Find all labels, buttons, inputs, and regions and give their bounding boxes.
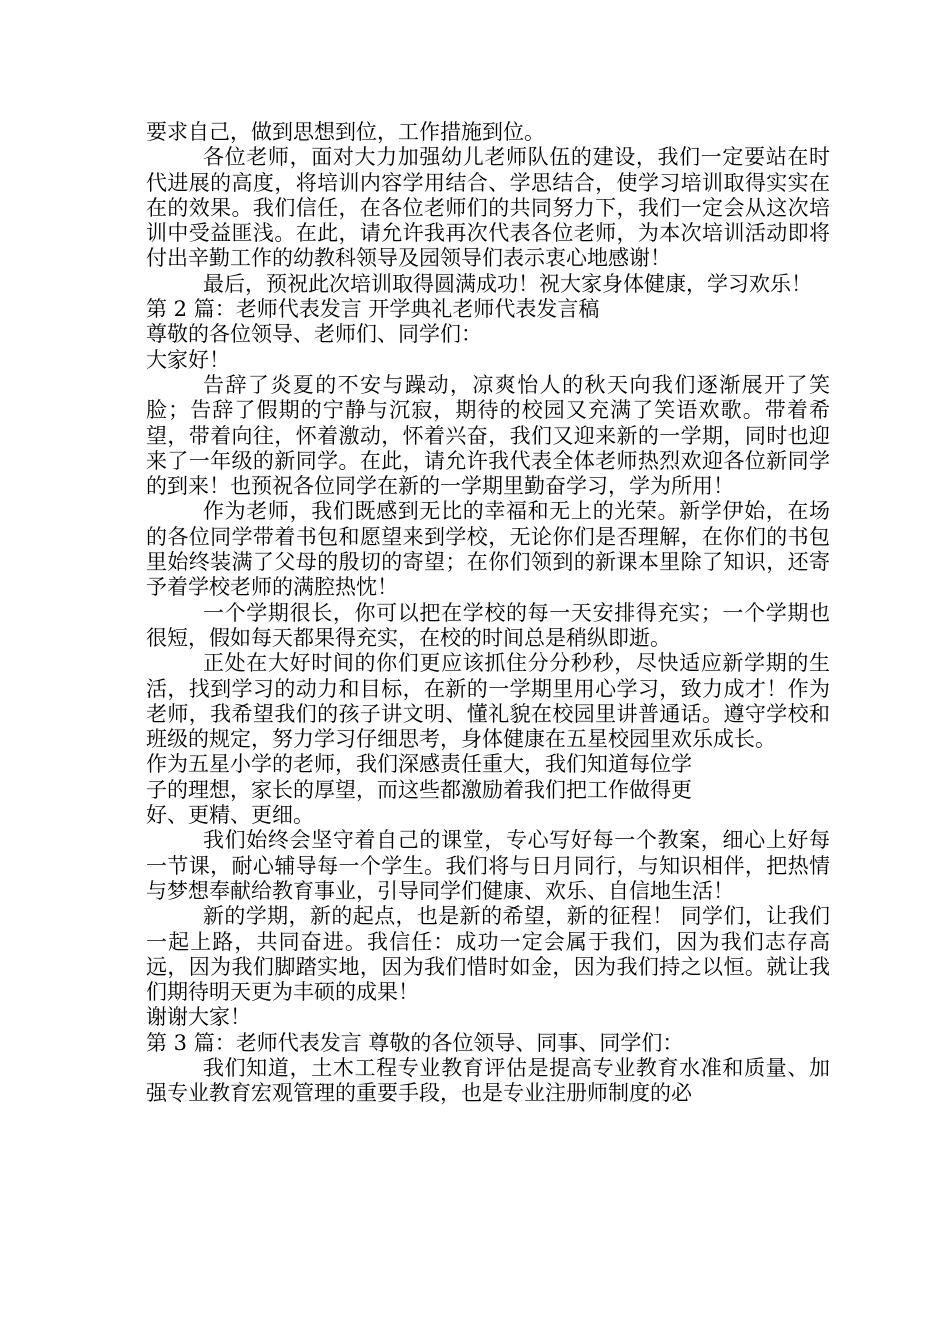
section-heading-2: 第 2 篇：老师代表发言 开学典礼老师代表发言稿 <box>146 297 600 322</box>
paragraph-seize-time: 正处在大好时间的你们更应该抓住分分秒秒，尽快适应新学期的生活，找到学习的动力和目标，在新的一学期里用心学习，致力成才！作为老师，我希望我们的孩子讲文明、懂礼貌在校园里讲普通话。遵守学校和班级的规定，努力学习仔细思考，身体健康在五星校园里欢乐成长。 <box>146 651 830 752</box>
paragraph-autumn: 告辞了炎夏的不安与躁动，凉爽怡人的秋天向我们逐渐展开了笑脸；告辞了假期的宁静与沉寂，期待的校园又充满了笑语欢歌。带着希望，带着向往，怀着激动，怀着兴奋，我们又迎来新的一学期，同时也迎来了一年级的新同学。在此，请允许我代表全体老师热烈欢迎各位新同学的到来！也预祝各位同学在新的一学期里勤奋学习，学为所用！ <box>146 372 830 499</box>
greeting: 大家好！ <box>146 347 230 372</box>
thanks-line: 谢谢大家！ <box>146 1005 251 1030</box>
paragraph-continuation: 要求自己，做到思想到位，工作措施到位。 <box>146 120 545 144</box>
paragraph-semester: 一个学期很长，你可以把在学校的每一天安排得充实；一个学期也很短，假如每天都果得充实，在校的时间总是稍纵即逝。 <box>146 600 830 650</box>
paragraph-civil-engineering: 我们知道，土木工程专业教育评估是提高专业教育水准和质量、加强专业教育宏观管理的重要手段，也是专业注册师制度的必 <box>146 1055 830 1106</box>
paragraph-responsibility-line-1: 作为五星小学的老师，我们深感责任重大，我们知道每位学 <box>146 752 692 777</box>
paragraph-classroom: 我们始终会坚守着自己的课堂，专心写好每一个教案，细心上好每一节课，耐心辅导每一个学生。我们将与日月同行，与知识相伴，把热情与梦想奉献给教育事业，引导同学们健康、欢乐、自信地生活！ <box>146 828 830 903</box>
salutation: 尊敬的各位领导、老师们、同学们： <box>146 322 482 347</box>
paragraph-teachers-honor: 作为老师，我们既感到无比的幸福和无上的光荣。新学伊始，在场的各位同学带着书包和愿望来到学校，无论你们是否理解，在你们的书包里始终装满了父母的殷切的寄望；在你们领到的新课本里除了知识，还寄予着学校老师的满腔热忱！ <box>146 499 830 600</box>
paragraph-closing-wish: 最后，预祝此次培训取得圆满成功！祝大家身体健康，学习欢乐！ <box>203 271 812 296</box>
document-page <box>146 120 830 1107</box>
paragraph-responsibility-line-2: 子的理想，家长的厚望，而这些都激励着我们把工作做得更 <box>146 777 692 802</box>
section-heading-3: 第 3 篇：老师代表发言 尊敬的各位领导、同事、同学们： <box>146 1030 684 1055</box>
paragraph-training-effect: 各位老师，面对大力加强幼儿老师队伍的建设，我们一定要站在时代进展的高度，将培训内容学用结合、学思结合，使学习培训取得实实在在的效果。我们信任，在各位老师们的共同努力下，我们一定会从这次培训中受益匪浅。在此，请允许我再次代表各位老师，为本次培训活动即将付出辛勤工作的幼教科领导及园领导们表示衷心地感谢！ <box>146 145 830 271</box>
paragraph-new-semester: 新的学期，新的起点，也是新的希望，新的征程！ 同学们，让我们一起上路，共同奋进。我信任：成功一定会属于我们，因为我们志存高远，因为我们脚踏实地，因为我们惜时如金，因为我们持之以恒。就让我们期待明天更为丰硕的成果！ <box>146 904 830 1005</box>
paragraph-responsibility-line-3: 好、更精、更细。 <box>146 803 314 828</box>
